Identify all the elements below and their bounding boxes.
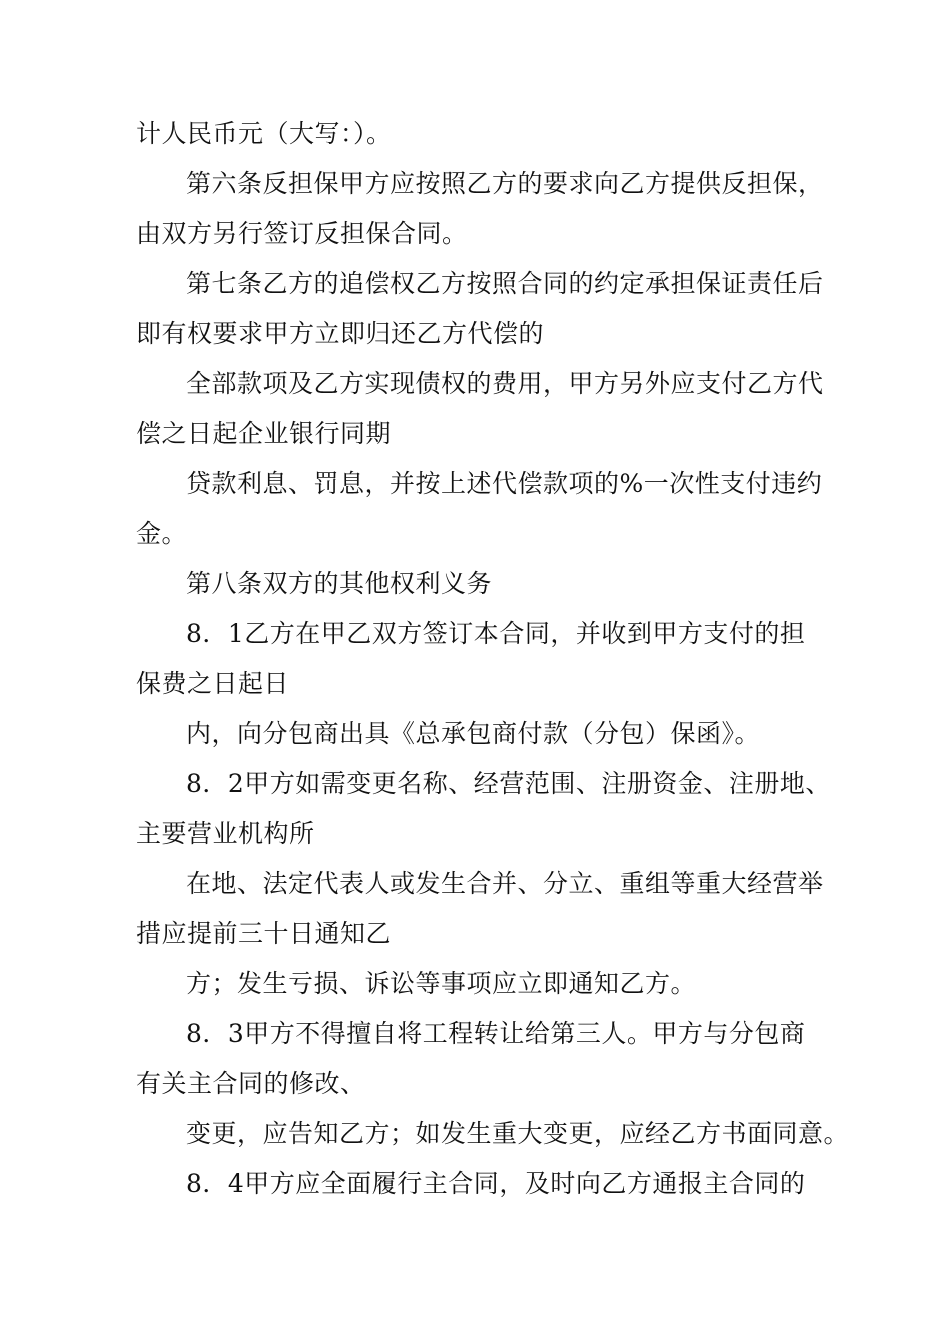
text-line: 即有权要求甲方立即归还乙方代偿的 xyxy=(136,319,545,348)
text-line: 贷款利息、罚息，并按上述代偿款项的%一次性支付违约 xyxy=(186,469,823,498)
text-line: 第六条反担保甲方应按照乙方的要求向乙方提供反担保， xyxy=(186,169,824,198)
text-line: 变更，应告知乙方；如发生重大变更，应经乙方书面同意。 xyxy=(186,1119,850,1148)
text-line: 内，向分包商出具《总承包商付款（分包）保函》。 xyxy=(186,719,761,748)
text-line: 8．4甲方应全面履行主合同，及时向乙方通报主合同的 xyxy=(186,1169,806,1198)
text-line: 主要营业机构所 xyxy=(136,819,315,848)
text-line: 偿之日起企业银行同期 xyxy=(136,419,392,448)
text-line: 由双方另行签订反担保合同。 xyxy=(136,219,468,248)
text-line: 金。 xyxy=(136,519,188,548)
text-line: 方；发生亏损、诉讼等事项应立即通知乙方。 xyxy=(186,969,697,998)
text-line: 第八条双方的其他权利义务 xyxy=(186,569,493,598)
text-line: 计人民币元（大写：）。 xyxy=(136,119,392,148)
text-line: 在地、法定代表人或发生合并、分立、重组等重大经营举 xyxy=(186,869,824,898)
text-line: 有关主合同的修改、 xyxy=(136,1069,366,1098)
text-line: 全部款项及乙方实现债权的费用，甲方另外应支付乙方代 xyxy=(186,369,824,398)
text-line: 措应提前三十日通知乙 xyxy=(136,919,392,948)
text-line: 8．2甲方如需变更名称、经营范围、注册资金、注册地、 xyxy=(186,769,831,798)
text-line: 保费之日起日 xyxy=(136,669,290,698)
text-line: 8．1乙方在甲乙双方签订本合同，并收到甲方支付的担 xyxy=(186,619,806,648)
text-line: 8．3甲方不得擅自将工程转让给第三人。甲方与分包商 xyxy=(186,1019,806,1048)
text-line: 第七条乙方的追偿权乙方按照合同的约定承担保证责任后 xyxy=(186,269,824,298)
